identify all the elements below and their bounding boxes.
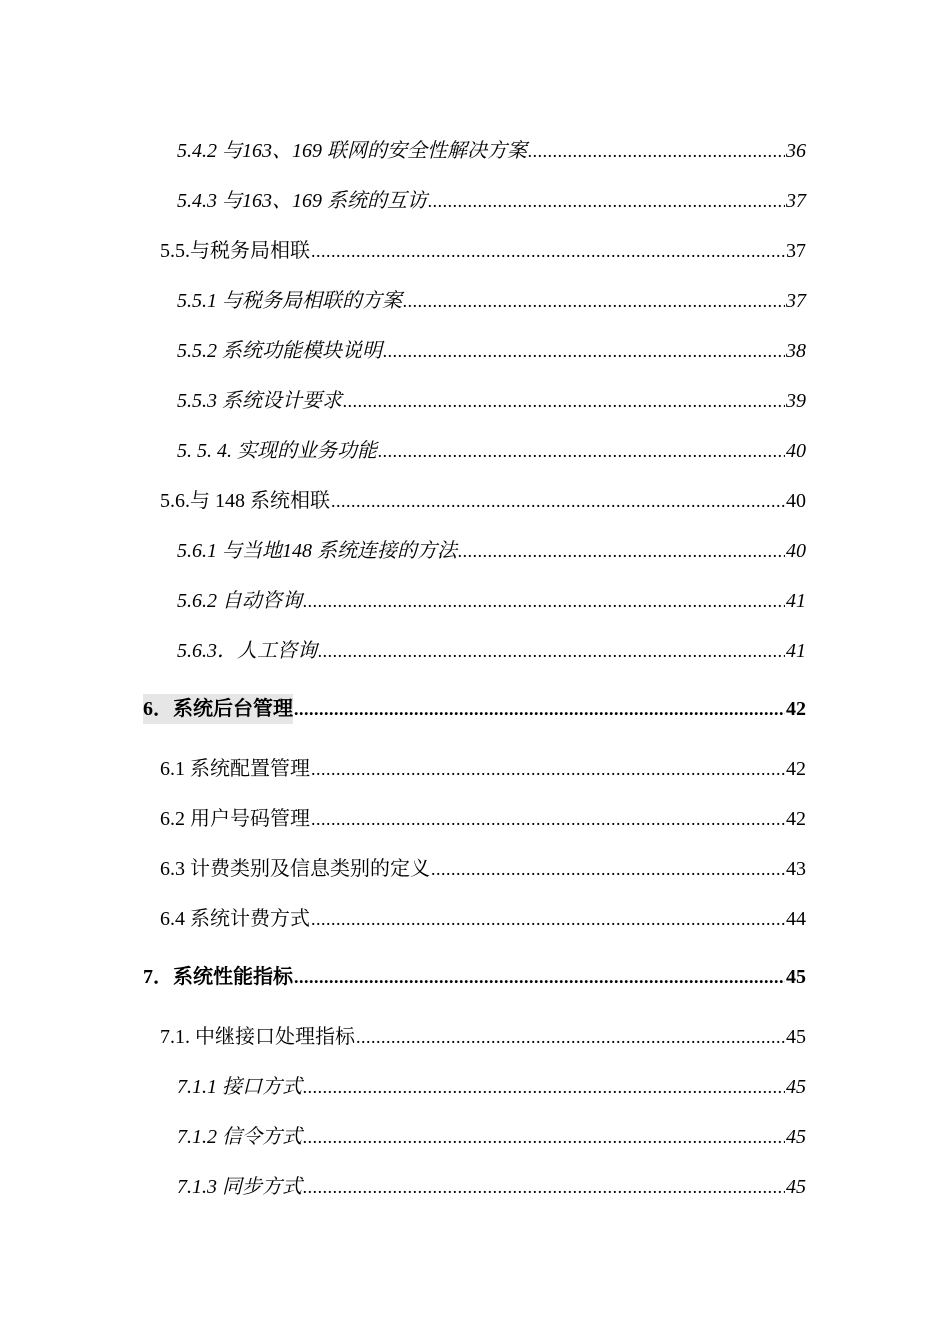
- toc-dot-leader: [343, 386, 785, 416]
- toc-page-number: 40: [786, 490, 806, 512]
- toc-entry-title: 5.5.3 系统设计要求: [177, 390, 342, 412]
- toc-dot-leader: [356, 1022, 785, 1052]
- toc-entry-5-4-2[interactable]: [177, 136, 806, 166]
- toc-dot-leader: [311, 904, 785, 934]
- toc-dot-leader: [311, 236, 785, 266]
- toc-entry-7-1-1[interactable]: [177, 1072, 806, 1102]
- toc-entry-6[interactable]: [143, 694, 806, 724]
- toc-entry-title: 7.1.3 同步方式: [177, 1176, 302, 1198]
- toc-dot-leader: [311, 804, 785, 834]
- toc-entry-title: 7.1.1 接口方式: [177, 1076, 302, 1098]
- toc-dot-leader: [458, 536, 785, 566]
- toc-entry-title: 5.6.与 148 系统相联: [160, 490, 330, 512]
- toc-page-number: 42: [786, 808, 806, 830]
- toc-entry-7-1[interactable]: [160, 1022, 806, 1052]
- toc-page-number: 41: [786, 640, 806, 662]
- toc-dot-leader: [294, 962, 785, 992]
- toc-page-number: 43: [786, 858, 806, 880]
- toc-page-number: 45: [786, 1026, 806, 1048]
- toc-dot-leader: [303, 1172, 785, 1202]
- toc-dot-leader: [431, 854, 785, 884]
- toc-dot-leader: [294, 694, 785, 724]
- toc-dot-leader: [318, 636, 785, 666]
- toc-entry-5-6-3[interactable]: [177, 636, 806, 666]
- toc-entry-title: 6.2 用户号码管理: [160, 808, 310, 830]
- toc-entry-6-3[interactable]: [160, 854, 806, 884]
- toc-entry-title: 5.6.1 与当地148 系统连接的方法: [177, 540, 457, 562]
- toc-entry-title: 7.1. 中继接口处理指标: [160, 1026, 355, 1048]
- toc-dot-leader: [428, 186, 785, 216]
- toc-entry-title: 5.5.2 系统功能模块说明: [177, 340, 382, 362]
- toc-entry-title: 7．系统性能指标: [143, 966, 293, 988]
- toc-dot-leader: [311, 754, 785, 784]
- toc-entry-title: 7.1.2 信令方式: [177, 1126, 302, 1148]
- toc-page-number: 45: [786, 966, 806, 988]
- toc-dot-leader: [403, 286, 785, 316]
- toc-page-number: 45: [786, 1126, 806, 1148]
- toc-entry-5-5-1[interactable]: [177, 286, 806, 316]
- toc-page-number: 37: [786, 240, 806, 262]
- toc-entry-5-6[interactable]: [160, 486, 806, 516]
- toc-page-number: 40: [786, 440, 806, 462]
- toc-entry-5-6-1[interactable]: [177, 536, 806, 566]
- toc-entry-6-4[interactable]: [160, 904, 806, 934]
- toc-entry-5-5-2[interactable]: [177, 336, 806, 366]
- toc-entry-5-6-2[interactable]: [177, 586, 806, 616]
- toc-dot-leader: [331, 486, 785, 516]
- toc-entry-5-4-3[interactable]: [177, 186, 806, 216]
- toc-page-number: 40: [786, 540, 806, 562]
- toc-dot-leader: [383, 336, 785, 366]
- toc-entry-7-1-3[interactable]: [177, 1172, 806, 1202]
- toc-page-number: 38: [786, 340, 806, 362]
- toc-entry-title: 5. 5. 4. 实现的业务功能: [177, 440, 377, 462]
- toc-entry-title: 5.6.2 自动咨询: [177, 590, 302, 612]
- toc-entry-7-1-2[interactable]: [177, 1122, 806, 1152]
- toc-entry-title: 6.4 系统计费方式: [160, 908, 310, 930]
- toc-page-number: 42: [786, 758, 806, 780]
- toc-entry-5-5-3[interactable]: [177, 386, 806, 416]
- toc-dot-leader: [303, 1072, 785, 1102]
- toc-dot-leader: [528, 136, 785, 166]
- toc-entry-title: 5.4.2 与163、169 联网的安全性解决方案: [177, 140, 527, 162]
- toc-entry-title: 5.5.1 与税务局相联的方案: [177, 290, 402, 312]
- toc-page-number: 45: [786, 1076, 806, 1098]
- toc-page-number: 45: [786, 1176, 806, 1198]
- toc-page-number: 42: [786, 698, 806, 720]
- toc-dot-leader: [303, 1122, 785, 1152]
- toc-page-number: 36: [786, 140, 806, 162]
- toc-entry-title: 6.1 系统配置管理: [160, 758, 310, 780]
- toc-entry-7[interactable]: [143, 962, 806, 992]
- toc-dot-leader: [303, 586, 785, 616]
- toc-dot-leader: [378, 436, 785, 466]
- toc-page-number: 41: [786, 590, 806, 612]
- toc-entry-title: 5.5.与税务局相联: [160, 240, 310, 262]
- toc-entry-5-5[interactable]: [160, 236, 806, 266]
- toc-entry-title: 6．系统后台管理: [143, 694, 293, 724]
- toc-entry-6-1[interactable]: [160, 754, 806, 784]
- toc-entry-title: 5.4.3 与163、169 系统的互访: [177, 190, 427, 212]
- toc-entry-6-2[interactable]: [160, 804, 806, 834]
- toc-page-number: 39: [786, 390, 806, 412]
- toc-entry-5-5-4[interactable]: [177, 436, 806, 466]
- toc-page-number: 44: [786, 908, 806, 930]
- toc-page-number: 37: [786, 190, 806, 212]
- toc-entry-title: 6.3 计费类别及信息类别的定义: [160, 858, 430, 880]
- toc-page-number: 37: [786, 290, 806, 312]
- toc-entry-title: 5.6.3．人工咨询: [177, 640, 317, 662]
